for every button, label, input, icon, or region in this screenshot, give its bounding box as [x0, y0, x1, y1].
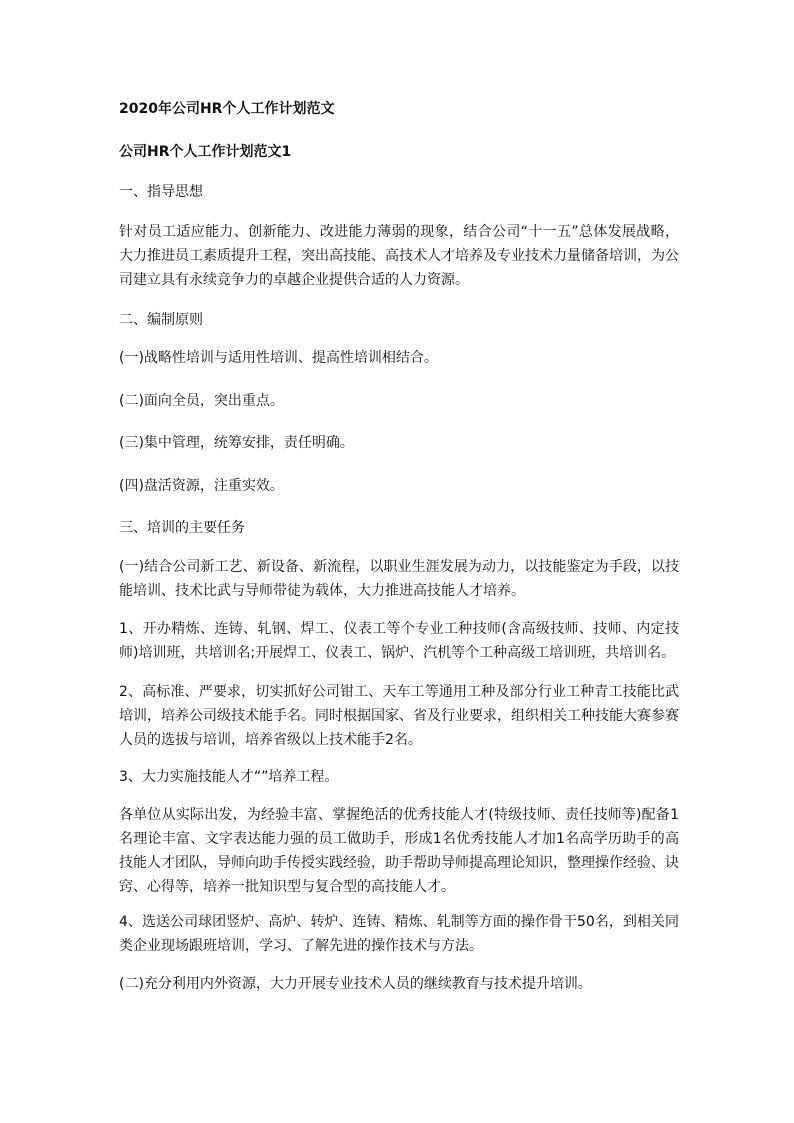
task-paragraph-b: (二)充分利用内外资源，大力开展专业技术人员的继续教育与技术提升培训。: [119, 976, 592, 992]
task-item-3: 3、大力实施技能人才“”培养工程。: [119, 769, 339, 785]
section-heading-main-tasks: 三、培训的主要任务: [119, 520, 245, 536]
principle-item-3: (三)集中管理，统筹安排，责任明确。: [119, 435, 354, 451]
task-item-2: 2、高标准、严要求，切实抓好公司钳工、天车工等通用工种及部分行业工种青工技能比武培训，培养公司级技术能手名。同时根据国家、省及行业要求，组织相关工种技能大赛参赛人员的选拔与培训，培养省级以上技术能手2名。: [119, 684, 679, 748]
task-item-4: 4、选送公司球团竖炉、高炉、转炉、连铸、精炼、轧制等方面的操作骨干50名，到相关同类企业现场跟班培训，学习、了解先进的操作技术与方法。: [119, 914, 679, 954]
document-title: 2020年公司HR个人工作计划范文: [119, 101, 335, 117]
task-paragraph-a: (一)结合公司新工艺、新设备、新流程，以职业生涯发展为动力，以技能鉴定为手段，以技能培训、技术比武与导师带徒为载体，大力推进高技能人才培养。: [119, 559, 679, 599]
principle-item-2: (二)面向全员，突出重点。: [119, 393, 284, 409]
section-heading-guiding-thought: 一、指导思想: [119, 184, 203, 200]
task-item-1: 1、开办精炼、连铸、轧钢、焊工、仪表工等个专业工种技师(含高级技师、技师、内定技师)培训班，共培训名;开展焊工、仪表工、锅炉、汽机等个工种高级工培训班，共培训名。: [119, 621, 679, 661]
principle-item-1: (一)战略性培训与适用性培训、提高性培训相结合。: [119, 350, 438, 366]
section-heading-compilation-principles: 二、编制原则: [119, 312, 203, 328]
document-subtitle: 公司HR个人工作计划范文1: [119, 144, 292, 160]
task-item-3-paragraph: 各单位从实际出发，为经验丰富、掌握绝活的优秀技能人才(特级技师、责任技师等)配备1名理论丰富、文字表达能力强的员工做助手，形成1名优秀技能人才加1名高学历助手的高技能人才团队，导师向助手传授实践经验，助手帮助导师提高理论知识，整理操作经验、诀窍、心得等，培养一批知识型与复合型的高技能人才。: [119, 807, 679, 895]
paragraph-guiding-thought: 针对员工适应能力、创新能力、改进能力薄弱的现象，结合公司“十一五”总体发展战略，大力推进员工素质提升工程，突出高技能、高技术人才培养及专业技术力量储备培训，为公司建立具有永续竞争力的卓越企业提供合适的人力资源。: [119, 224, 679, 288]
principle-item-4: (四)盘活资源，注重实效。: [119, 478, 284, 494]
